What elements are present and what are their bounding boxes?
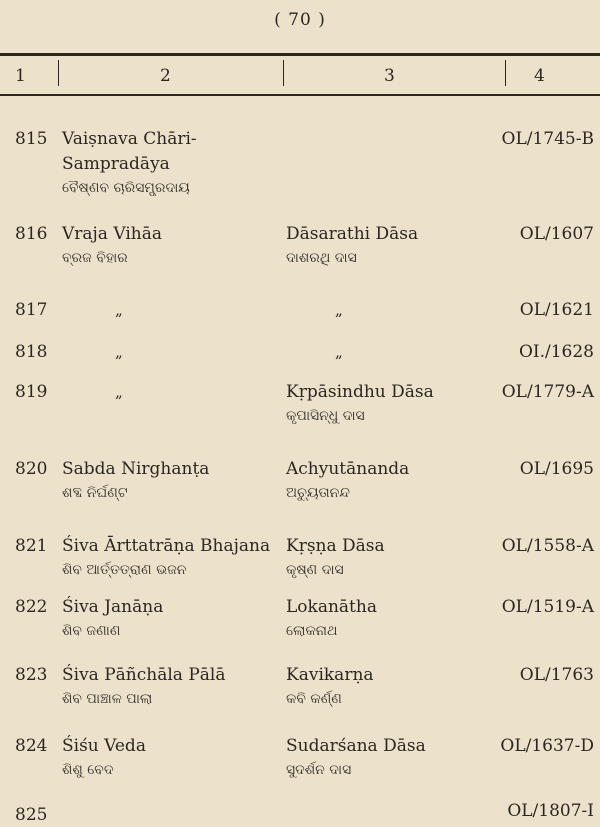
entry-number: 825	[15, 805, 48, 825]
ditto-mark: „	[335, 343, 343, 361]
column-divider	[58, 60, 59, 86]
entry-title: Śiva Pāñchāla Pālā	[62, 665, 226, 685]
entry-title: Sabda Nirghanṭa	[62, 459, 210, 479]
entry-number: 815	[15, 129, 48, 149]
entry-title-odia: ଶିବ ଜଣାଣ	[62, 623, 121, 639]
entry-reference: OL/1695	[519, 459, 594, 479]
entry-author: Dāsarathi Dāsa	[286, 224, 419, 244]
entry-author: Achyutānanda	[286, 459, 410, 479]
entry-author-odia: କବି କର୍ଣ୍ଣ	[286, 691, 342, 707]
entry-reference: OL/1637-D	[500, 736, 594, 756]
ditto-mark: „	[115, 343, 123, 361]
entry-author-odia: ଦାଶରଥି ଦାସ	[286, 250, 357, 266]
entry-title-odia: ବୈଷ୍ଣବ ଚାରିସମ୍ପ୍ରଦାୟ	[62, 180, 190, 196]
entry-title: Śiva Ārttatrāṇa Bhajana	[62, 536, 271, 556]
entry-author-odia: କୃପାସିନ୍ଧୁ ଦାସ	[286, 408, 365, 424]
entry-author: Kavikarṇa	[286, 665, 374, 685]
entry-author-odia: କୃଷ୍ଣ ଦାସ	[286, 562, 344, 578]
entry-title: Vraja Vihāa	[62, 224, 162, 244]
entry-reference: OL/1607	[519, 224, 594, 244]
entry-number: 820	[15, 459, 48, 479]
entry-reference: OL/1807-I	[507, 801, 594, 821]
column-divider	[283, 60, 284, 86]
entry-title-odia: ଶବ୍ଦ ନିର୍ଘଣ୍ଟ	[62, 485, 128, 501]
entry-reference: OL/1763	[519, 665, 594, 685]
entry-author: Lokanātha	[286, 597, 377, 617]
entry-reference: OL/1519-A	[501, 597, 594, 617]
entry-reference: OL/1779-A	[501, 382, 594, 402]
entry-title-continued: Sampradāya	[62, 154, 170, 174]
entry-title-odia: ଶିବ ପାଞ୍ଚାଳ ପାଲା	[62, 691, 153, 707]
entry-number: 816	[15, 224, 48, 244]
entry-number: 818	[15, 342, 48, 362]
entry-author: Sudarśana Dāsa	[286, 736, 426, 756]
entry-title-odia: ଶିଶୁ ବେଦ	[62, 762, 114, 778]
entry-title: Śiśu Veda	[62, 736, 146, 756]
entry-author-odia: ସୁଦର୍ଶନ ଦାସ	[286, 762, 352, 778]
entry-reference: OL/1621	[519, 300, 594, 320]
entry-reference: OI./1628	[518, 342, 594, 362]
column-header-3: 3	[384, 66, 395, 86]
entry-author-odia: ଲୋକନାଥ	[286, 623, 338, 639]
entry-title-odia: ଶିବ ଆର୍ତ୍ତତ୍ରାଣ ଭଜନ	[62, 562, 187, 578]
ditto-mark: „	[115, 383, 123, 401]
entry-number: 822	[15, 597, 48, 617]
entry-number: 823	[15, 665, 48, 685]
entry-number: 824	[15, 736, 48, 756]
entry-title: Śiva Janāṇa	[62, 597, 164, 617]
ditto-mark: „	[335, 301, 343, 319]
column-header-4: 4	[534, 66, 545, 86]
entry-author: Kṛpāsindhu Dāsa	[286, 382, 434, 402]
entry-number: 819	[15, 382, 48, 402]
column-header-1: 1	[15, 66, 26, 86]
column-header-2: 2	[160, 66, 171, 86]
entry-author-odia: ଅଚ୍ୟୁତାନନ୍ଦ	[286, 485, 350, 501]
header-rule-top	[0, 53, 600, 56]
entry-number: 817	[15, 300, 48, 320]
ditto-mark: „	[115, 301, 123, 319]
page-number: ( 70 )	[274, 10, 326, 30]
entry-reference: OL/1745-B	[501, 129, 594, 149]
header-rule-bottom	[0, 94, 600, 96]
entry-author: Kṛṣṇa Dāsa	[286, 536, 385, 556]
entry-number: 821	[15, 536, 48, 556]
entry-reference: OL/1558-A	[501, 536, 594, 556]
entry-title: Vaiṣnava Chāri-	[62, 129, 197, 149]
column-divider	[505, 60, 506, 86]
entry-title-odia: ବ୍ରଜ ବିହାର	[62, 250, 128, 266]
